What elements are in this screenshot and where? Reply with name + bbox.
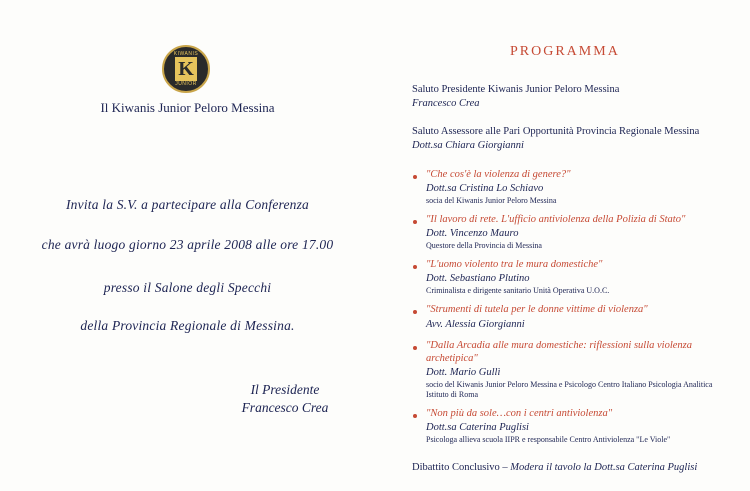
talk-speaker: Dott.sa Caterina Puglisi (426, 422, 529, 433)
greeting-speaker: Francesco Crea (412, 98, 480, 109)
bullet-icon (413, 265, 417, 269)
talk-speaker: Dott. Sebastiano Plutino (426, 273, 530, 284)
bullet-icon (413, 310, 417, 314)
bullet-icon (413, 414, 417, 418)
talk-speaker: Dott. Vincenzo Mauro (426, 228, 519, 239)
greeting-title: Saluto Assessore alle Pari Opportunità Provincia Regionale Messina (412, 126, 700, 137)
talk-speaker: Dott. Mario Gullì (426, 367, 501, 378)
talk-role: socia del Kiwanis Junior Peloro Messina (426, 196, 557, 205)
talk-title: "Il lavoro di rete. L'ufficio antiviolenza della Polizia di Stato" (426, 214, 686, 225)
invitation-line: che avrà luogo giorno 23 aprile 2008 alle ore 17.00 (41, 237, 334, 252)
talk-title: "Che cos'è la violenza di genere?" (426, 169, 571, 180)
invitation-line: della Provincia Regionale di Messina. (80, 318, 295, 333)
greeting-title: Saluto Presidente Kiwanis Junior Peloro Messina (412, 84, 620, 95)
invitation-line: presso il Salone degli Specchi (103, 280, 272, 295)
closing-line (412, 461, 697, 474)
bullet-icon (413, 220, 417, 224)
talk-role: socio del Kiwanis Junior Peloro Messina e Psicologo Centro Italiano Psicologia Analitica (426, 380, 713, 389)
club-name: Il Kiwanis Junior Peloro Messina (100, 100, 275, 115)
talk-role-continued: Istituto di Roma (426, 390, 478, 399)
invitation-line: Invita la S.V. a partecipare alla Conferenza (65, 197, 310, 212)
logo-letter: K (175, 57, 197, 81)
talk-role: Criminalista e dirigente sanitario Unità Operativa U.O.C. (426, 286, 610, 295)
logo-bottom-text: JUNIOR (175, 81, 197, 87)
talk-speaker: Dott.sa Cristina Lo Schiavo (426, 183, 544, 194)
talk-role: Psicologa allieva scuola IIPR e responsabile Centro Antiviolenza "Le Viole" (426, 435, 671, 444)
talk-role: Questore della Provincia di Messina (426, 241, 542, 250)
bullet-icon (413, 175, 417, 179)
talk-title: "Dalla Arcadia alle mura domestiche: riflessioni sulla violenza (426, 340, 693, 351)
programma-title: PROGRAMMA (510, 44, 620, 59)
signature-role: Il Presidente (250, 382, 320, 397)
closing-text: – Modera il tavolo la Dott.sa Caterina Puglisi (499, 462, 698, 473)
logo-top-text: KIWANIS (173, 51, 199, 57)
greeting-speaker: Dott.sa Chiara Giorgianni (412, 140, 524, 151)
closing-label: Dibattito Conclusivo (412, 462, 500, 473)
signature-name: Francesco Crea (241, 400, 329, 415)
talk-speaker: Avv. Alessia Giorgianni (426, 319, 525, 330)
talk-title-continued: archetipica" (426, 353, 478, 364)
talk-title: "L'uomo violento tra le mura domestiche" (426, 259, 603, 270)
kiwanis-logo-icon (162, 45, 210, 93)
talk-title: "Non più da sole…con i centri antiviolenza" (426, 408, 613, 419)
talk-title: "Strumenti di tutela per le donne vittime di violenza" (426, 304, 648, 315)
bullet-icon (413, 346, 417, 350)
